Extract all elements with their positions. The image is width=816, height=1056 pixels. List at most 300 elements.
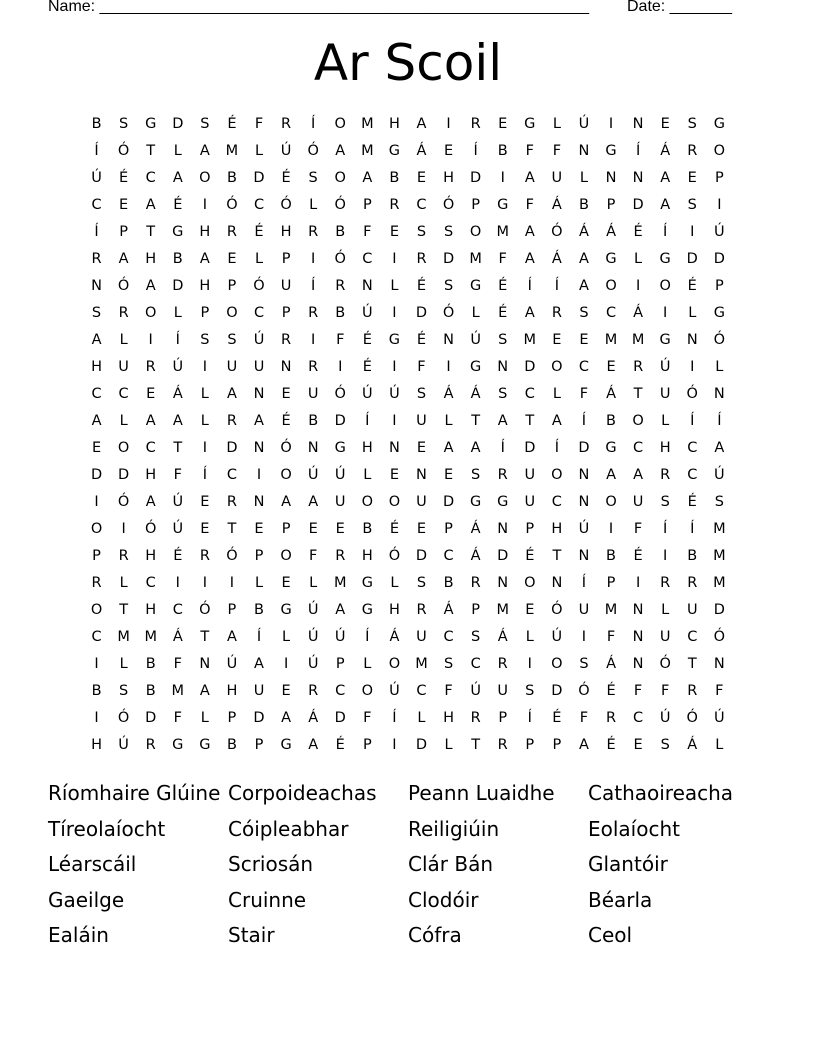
grid-letter: L (661, 413, 670, 429)
grid-letter: O (90, 602, 103, 618)
grid-letter: M (171, 683, 185, 699)
grid-letter: A (172, 170, 183, 186)
grid-letter: E (443, 467, 454, 483)
grid-letter: E (633, 737, 643, 753)
grid-letter: A (308, 494, 319, 510)
grid-letter: Í (473, 143, 478, 159)
grid-row (83, 705, 733, 732)
grid-letter: P (714, 278, 724, 294)
grid-letter: U (416, 629, 427, 645)
grid-letter: D (524, 359, 536, 375)
grid-letter: Á (470, 521, 481, 537)
grid-letter: R (308, 683, 319, 699)
grid-letter: L (363, 467, 372, 483)
grid-letter: G (199, 737, 211, 753)
grid-letter: I (94, 494, 99, 510)
word-list-item: Ealáin (48, 923, 109, 947)
grid-letter: C (470, 656, 481, 672)
grid-letter: C (416, 197, 427, 213)
grid-letter: S (471, 467, 481, 483)
grid-letter: O (632, 413, 644, 429)
grid-letter: Í (717, 413, 722, 429)
grid-row (83, 273, 733, 300)
grid-letter: A (470, 440, 481, 456)
grid-letter: Á (172, 629, 183, 645)
grid-letter: D (415, 305, 428, 321)
date-field-label: Date: _______ (627, 0, 732, 15)
grid-row (83, 219, 733, 246)
grid-letter: M (713, 575, 726, 591)
grid-letter: C (91, 629, 102, 645)
grid-letter: S (687, 116, 697, 132)
grid-letter: L (444, 413, 453, 429)
grid-letter: N (199, 656, 211, 672)
grid-letter: Ú (470, 332, 481, 348)
grid-letter: S (91, 305, 102, 321)
grid-letter: C (91, 386, 102, 402)
grid-letter: G (497, 494, 509, 510)
grid-letter: I (311, 332, 316, 348)
grid-letter: N (497, 521, 509, 537)
grid-letter: B (389, 170, 400, 186)
grid-letter: R (145, 737, 156, 753)
grid-letter: Á (551, 197, 562, 213)
grid-letter: S (660, 737, 670, 753)
grid-letter: A (281, 710, 292, 726)
grid-letter: D (632, 197, 644, 213)
grid-letter: A (524, 170, 535, 186)
grid-row (83, 624, 733, 651)
grid-letter: Ú (714, 467, 725, 483)
grid-letter: Ú (362, 305, 373, 321)
grid-letter: D (415, 548, 428, 564)
grid-letter: S (200, 332, 210, 348)
grid-letter: Ú (307, 602, 319, 618)
grid-letter: A (199, 143, 210, 159)
grid-letter: M (523, 332, 537, 348)
grid-letter: P (525, 521, 535, 537)
grid-letter: R (281, 116, 292, 132)
grid-letter: D (470, 170, 482, 186)
grid-letter: Ú (334, 467, 346, 483)
grid-letter: A (524, 224, 535, 240)
grid-letter: S (227, 332, 237, 348)
grid-letter: A (254, 413, 264, 429)
word-list (48, 776, 768, 954)
grid-letter: M (496, 602, 509, 618)
grid-letter: G (361, 602, 373, 618)
grid-letter: Ó (199, 602, 211, 618)
grid-letter: A (199, 683, 210, 699)
grid-letter: É (633, 224, 643, 240)
grid-letter: Á (470, 548, 481, 564)
grid-letter: L (579, 170, 588, 186)
grid-row (83, 300, 733, 327)
grid-letter: R (118, 305, 129, 321)
grid-letter: É (606, 683, 616, 699)
grid-letter: N (361, 278, 373, 294)
grid-letter: E (119, 197, 129, 213)
grid-letter: Í (554, 440, 559, 456)
grid-row (83, 246, 733, 273)
grid-letter: Ó (442, 305, 455, 321)
grid-row (83, 381, 733, 408)
grid-letter: Ó (551, 224, 563, 240)
grid-letter: A (606, 467, 616, 483)
grid-letter: I (690, 359, 695, 375)
grid-letter: Ú (714, 710, 725, 726)
grid-letter: I (608, 521, 614, 537)
grid-letter: H (361, 548, 373, 564)
grid-letter: I (392, 251, 397, 267)
grid-letter: U (253, 359, 265, 375)
grid-letter: Ó (334, 386, 346, 402)
word-list-item: Peann Luaidhe (408, 781, 555, 805)
grid-letter: O (361, 494, 374, 510)
grid-letter: C (335, 683, 346, 699)
grid-letter: O (551, 467, 563, 483)
grid-letter: G (470, 278, 482, 294)
grid-letter: C (551, 494, 562, 510)
grid-letter: P (552, 737, 562, 753)
grid-letter: D (713, 602, 725, 618)
grid-letter: C (416, 683, 427, 699)
grid-letter: D (118, 467, 130, 483)
grid-letter: F (606, 629, 616, 645)
grid-letter: M (604, 332, 618, 348)
grid-letter: R (91, 251, 102, 267)
grid-letter: A (633, 467, 644, 483)
grid-letter: U (551, 170, 563, 186)
grid-letter: I (446, 359, 451, 375)
grid-letter: D (172, 278, 184, 294)
grid-letter: R (470, 575, 481, 591)
grid-letter: A (91, 413, 102, 429)
grid-row (83, 408, 733, 435)
grid-letter: C (145, 575, 156, 591)
grid-letter: E (660, 116, 670, 132)
grid-letter: Ó (659, 656, 671, 672)
grid-letter: I (311, 251, 316, 267)
grid-letter: T (687, 656, 697, 672)
grid-letter: G (470, 494, 482, 510)
grid-letter: B (335, 224, 346, 240)
grid-letter: F (173, 656, 182, 672)
grid-letter: H (91, 737, 102, 753)
grid-letter: O (551, 656, 563, 672)
grid-letter: É (416, 278, 427, 294)
grid-letter: D (90, 467, 103, 483)
grid-letter: R (687, 683, 698, 699)
grid-letter: Ó (307, 143, 319, 159)
grid-letter: R (281, 332, 292, 348)
grid-letter: G (334, 440, 346, 456)
grid-letter: É (687, 278, 697, 294)
grid-letter: Á (578, 224, 589, 240)
grid-letter: L (254, 251, 264, 267)
word-list-row (48, 847, 768, 883)
grid-letter: C (578, 359, 589, 375)
grid-letter: M (361, 143, 374, 159)
grid-letter: A (226, 386, 237, 402)
grid-letter: S (200, 116, 210, 132)
grid-letter: T (173, 440, 183, 456)
grid-letter: Í (663, 224, 668, 240)
grid-letter: P (227, 710, 237, 726)
grid-letter: É (525, 548, 535, 564)
grid-letter: Á (551, 251, 562, 267)
grid-letter: P (227, 278, 237, 294)
grid-letter: Ú (172, 359, 184, 375)
grid-letter: G (605, 143, 617, 159)
word-list-item: Cófra (408, 923, 462, 947)
grid-letter: S (525, 683, 535, 699)
grid-letter: N (713, 386, 725, 402)
grid-letter: G (605, 440, 617, 456)
grid-letter: É (606, 737, 616, 753)
grid-letter: N (632, 629, 644, 645)
grid-letter: F (173, 710, 182, 726)
worksheet-header (48, 0, 748, 20)
grid-letter: M (415, 656, 428, 672)
grid-letter: A (578, 737, 589, 753)
grid-letter: A (199, 251, 210, 267)
grid-row (83, 327, 733, 354)
grid-letter: S (443, 656, 454, 672)
grid-letter: É (389, 521, 399, 537)
grid-letter: R (605, 710, 617, 726)
grid-letter: A (362, 170, 373, 186)
grid-letter: L (254, 575, 264, 591)
grid-letter: S (416, 575, 427, 591)
grid-letter: U (307, 386, 319, 402)
grid-letter: C (226, 467, 237, 483)
grid-letter: N (388, 440, 400, 456)
grid-letter: U (632, 494, 644, 510)
grid-letter: I (121, 521, 126, 537)
grid-letter: I (202, 440, 207, 456)
grid-letter: M (117, 629, 130, 645)
grid-letter: I (202, 359, 207, 375)
grid-letter: Ú (253, 332, 265, 348)
grid-letter: I (527, 656, 532, 672)
grid-letter: Ú (307, 656, 319, 672)
grid-letter: G (388, 143, 401, 159)
grid-letter: H (91, 359, 102, 375)
grid-letter: G (659, 251, 671, 267)
word-list-item: Reiligiúin (408, 816, 500, 841)
grid-letter: M (631, 332, 645, 348)
grid-letter: A (254, 656, 264, 672)
grid-letter: Á (606, 224, 616, 240)
grid-row (83, 192, 733, 219)
grid-letter: I (635, 575, 641, 591)
grid-letter: Ú (226, 656, 238, 672)
grid-letter: Ó (117, 494, 130, 510)
grid-letter: A (335, 143, 346, 159)
grid-letter: H (199, 224, 211, 240)
grid-letter: E (389, 224, 399, 240)
grid-letter: Í (94, 143, 99, 159)
grid-letter: Ú (578, 521, 590, 537)
grid-letter: R (660, 575, 671, 591)
grid-letter: M (496, 224, 509, 240)
grid-letter: O (199, 170, 211, 186)
grid-letter: F (498, 251, 507, 267)
word-list-item: Glantóir (588, 852, 668, 876)
grid-letter: T (471, 413, 481, 429)
word-list-item: Clár Bán (408, 852, 494, 876)
grid-letter: L (309, 197, 318, 213)
grid-letter: U (578, 602, 590, 618)
grid-letter: R (335, 548, 346, 564)
grid-letter: C (687, 629, 698, 645)
grid-letter: I (392, 305, 397, 321)
grid-letter: T (471, 737, 481, 753)
grid-letter: N (253, 386, 265, 402)
grid-letter: L (200, 710, 209, 726)
grid-letter: E (308, 521, 318, 537)
grid-letter: H (226, 683, 238, 699)
grid-letter: A (118, 251, 129, 267)
grid-letter: N (632, 602, 644, 618)
grid-row (83, 435, 733, 462)
grid-letter: D (442, 251, 455, 267)
grid-letter: S (119, 683, 129, 699)
grid-letter: L (715, 359, 724, 375)
word-list-item: Clodóir (408, 887, 479, 912)
grid-letter: Ú (389, 386, 400, 402)
grid-letter: S (498, 332, 508, 348)
grid-letter: N (307, 440, 319, 456)
grid-letter: F (308, 548, 318, 564)
grid-letter: A (145, 197, 156, 213)
grid-letter: É (281, 170, 291, 186)
grid-letter: I (500, 170, 505, 186)
grid-letter: D (686, 251, 698, 267)
grid-letter: D (334, 413, 346, 429)
grid-letter: Á (470, 386, 481, 402)
grid-letter: Ú (280, 143, 292, 159)
grid-letter: B (606, 413, 616, 429)
grid-letter: Í (311, 116, 316, 132)
grid-letter: A (443, 440, 454, 456)
grid-letter: Ó (226, 197, 238, 213)
grid-row (83, 354, 733, 381)
grid-letter: T (227, 521, 237, 537)
grid-letter: P (471, 602, 480, 618)
grid-letter: Í (365, 629, 370, 645)
grid-letter: B (606, 548, 616, 564)
grid-letter: N (605, 170, 617, 186)
grid-letter: B (91, 116, 102, 132)
grid-row (83, 651, 733, 678)
word-list-item: Corpoideachas (228, 781, 377, 805)
grid-letter: O (469, 224, 482, 240)
grid-letter: N (280, 359, 292, 375)
grid-letter: M (361, 116, 374, 132)
grid-letter: U (497, 683, 509, 699)
grid-letter: Ó (388, 548, 401, 564)
grid-letter: L (417, 710, 426, 726)
grid-letter: Á (633, 305, 644, 321)
grid-letter: O (524, 575, 536, 591)
grid-letter: R (145, 359, 156, 375)
grid-letter: E (416, 521, 427, 537)
grid-letter: Í (554, 278, 559, 294)
grid-letter: F (254, 116, 264, 132)
grid-letter: F (336, 332, 345, 348)
grid-letter: L (634, 251, 643, 267)
grid-letter: E (146, 386, 156, 402)
grid-letter: F (715, 683, 724, 699)
word-list-item: Cruinne (228, 887, 307, 912)
grid-letter: N (713, 656, 725, 672)
grid-letter: O (226, 305, 238, 321)
grid-letter: É (254, 224, 264, 240)
grid-letter: Ó (686, 386, 698, 402)
grid-letter: P (119, 224, 128, 240)
grid-letter: E (254, 521, 264, 537)
grid-letter: B (254, 602, 264, 618)
grid-letter: C (443, 629, 454, 645)
word-list-item: Eolaíocht (588, 816, 680, 841)
grid-letter: L (119, 656, 128, 672)
grid-letter: Á (497, 629, 508, 645)
grid-letter: C (172, 602, 183, 618)
grid-letter: O (90, 521, 103, 537)
grid-letter: E (200, 494, 210, 510)
grid-letter: B (308, 413, 319, 429)
grid-letter: Í (581, 575, 587, 591)
grid-letter: H (280, 224, 292, 240)
grid-letter: Ú (470, 683, 481, 699)
grid-letter: B (687, 548, 698, 564)
grid-letter: Í (500, 440, 505, 456)
grid-letter: Á (308, 710, 319, 726)
grid-letter: U (524, 467, 536, 483)
grid-letter: Á (443, 386, 454, 402)
grid-letter: S (416, 224, 427, 240)
grid-letter: H (145, 602, 157, 618)
name-field-label: Name: _______________________________________________________ (48, 0, 589, 15)
word-list-item: Ríomhaire Glúine (48, 781, 221, 805)
grid-letter: H (145, 251, 157, 267)
grid-letter: S (471, 629, 481, 645)
grid-letter: Ó (334, 197, 346, 213)
grid-letter: Ó (280, 197, 292, 213)
grid-letter: P (362, 197, 372, 213)
grid-letter: P (714, 170, 724, 186)
grid-letter: I (690, 224, 695, 240)
grid-letter: I (581, 629, 587, 645)
grid-letter: H (443, 710, 454, 726)
grid-letter: É (227, 116, 237, 132)
grid-letter: Ú (362, 386, 373, 402)
grid-row (83, 138, 733, 165)
grid-letter: Á (172, 386, 183, 402)
grid-letter: D (713, 251, 725, 267)
grid-letter: N (686, 332, 698, 348)
grid-letter: M (713, 521, 726, 537)
grid-letter: R (633, 359, 644, 375)
grid-letter: Í (202, 467, 207, 483)
grid-letter: L (390, 575, 399, 591)
grid-letter: G (524, 116, 536, 132)
grid-letter: Ó (117, 710, 130, 726)
grid-letter: N (416, 467, 427, 483)
grid-letter: Í (311, 278, 316, 294)
